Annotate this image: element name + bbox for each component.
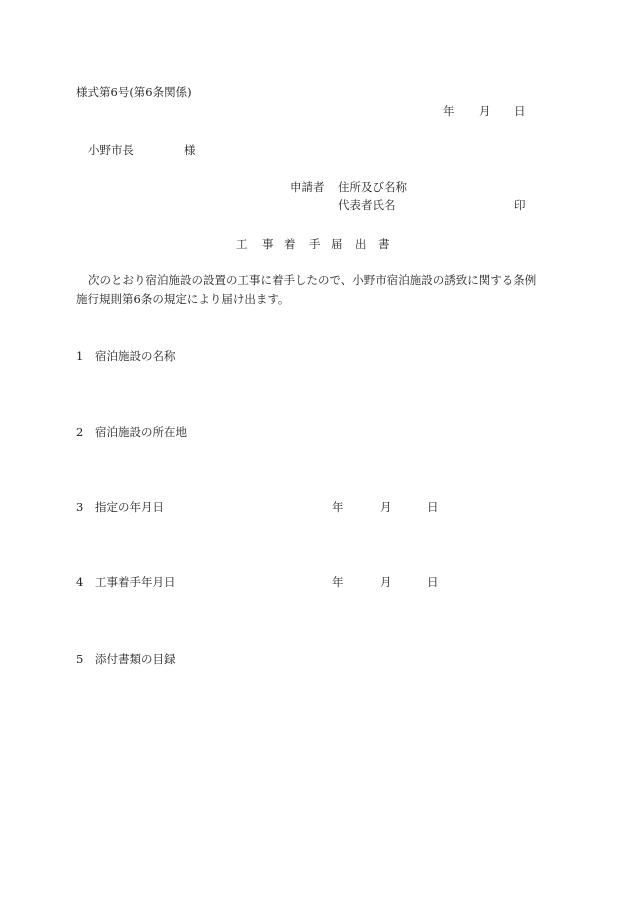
- title-char: 書: [378, 237, 390, 251]
- designation-year-label: 年: [332, 500, 344, 514]
- date-day-label: 日: [514, 104, 526, 118]
- title-char: 工: [236, 237, 248, 251]
- seal-mark: 印: [514, 198, 526, 212]
- form-reference: 様式第6号(第6条関係): [76, 85, 192, 99]
- section-number: 4: [76, 575, 84, 589]
- title-char: 届: [331, 237, 343, 251]
- section-number: 3: [76, 500, 84, 514]
- date-year-label: 年: [443, 104, 455, 118]
- addressee-name: 小野市長: [88, 143, 134, 157]
- section-number: 5: [76, 652, 84, 666]
- intro-line-2: 施行規則第6条の規定により届け出ます。: [76, 292, 290, 306]
- title-char: 手: [309, 237, 321, 251]
- section-number: 1: [76, 349, 84, 363]
- title-char: 事: [262, 237, 274, 251]
- title-char: 出: [355, 237, 367, 251]
- applicant-address-label: 住所及び名称: [338, 180, 407, 194]
- construction-year-label: 年: [332, 575, 344, 589]
- addressee-honorific: 様: [184, 143, 196, 157]
- section-number: 2: [76, 425, 84, 439]
- construction-month-label: 月: [380, 575, 392, 589]
- title-char: 着: [284, 237, 296, 251]
- applicant-representative-label: 代表者氏名: [338, 198, 396, 212]
- applicant-label: 申請者: [290, 180, 325, 194]
- section-label-construction-start-date: 工事着手年月日: [95, 575, 176, 589]
- date-month-label: 月: [479, 104, 491, 118]
- section-label-facility-name: 宿泊施設の名称: [95, 349, 176, 363]
- construction-day-label: 日: [427, 575, 439, 589]
- section-label-attachments-list: 添付書類の目録: [95, 652, 176, 666]
- section-label-designation-date: 指定の年月日: [95, 500, 164, 514]
- section-label-facility-location: 宿泊施設の所在地: [95, 425, 187, 439]
- intro-line-1: 次のとおり宿泊施設の設置の工事に着手したので、小野市宿泊施設の誘致に関する条例: [88, 273, 537, 287]
- designation-day-label: 日: [427, 500, 439, 514]
- designation-month-label: 月: [380, 500, 392, 514]
